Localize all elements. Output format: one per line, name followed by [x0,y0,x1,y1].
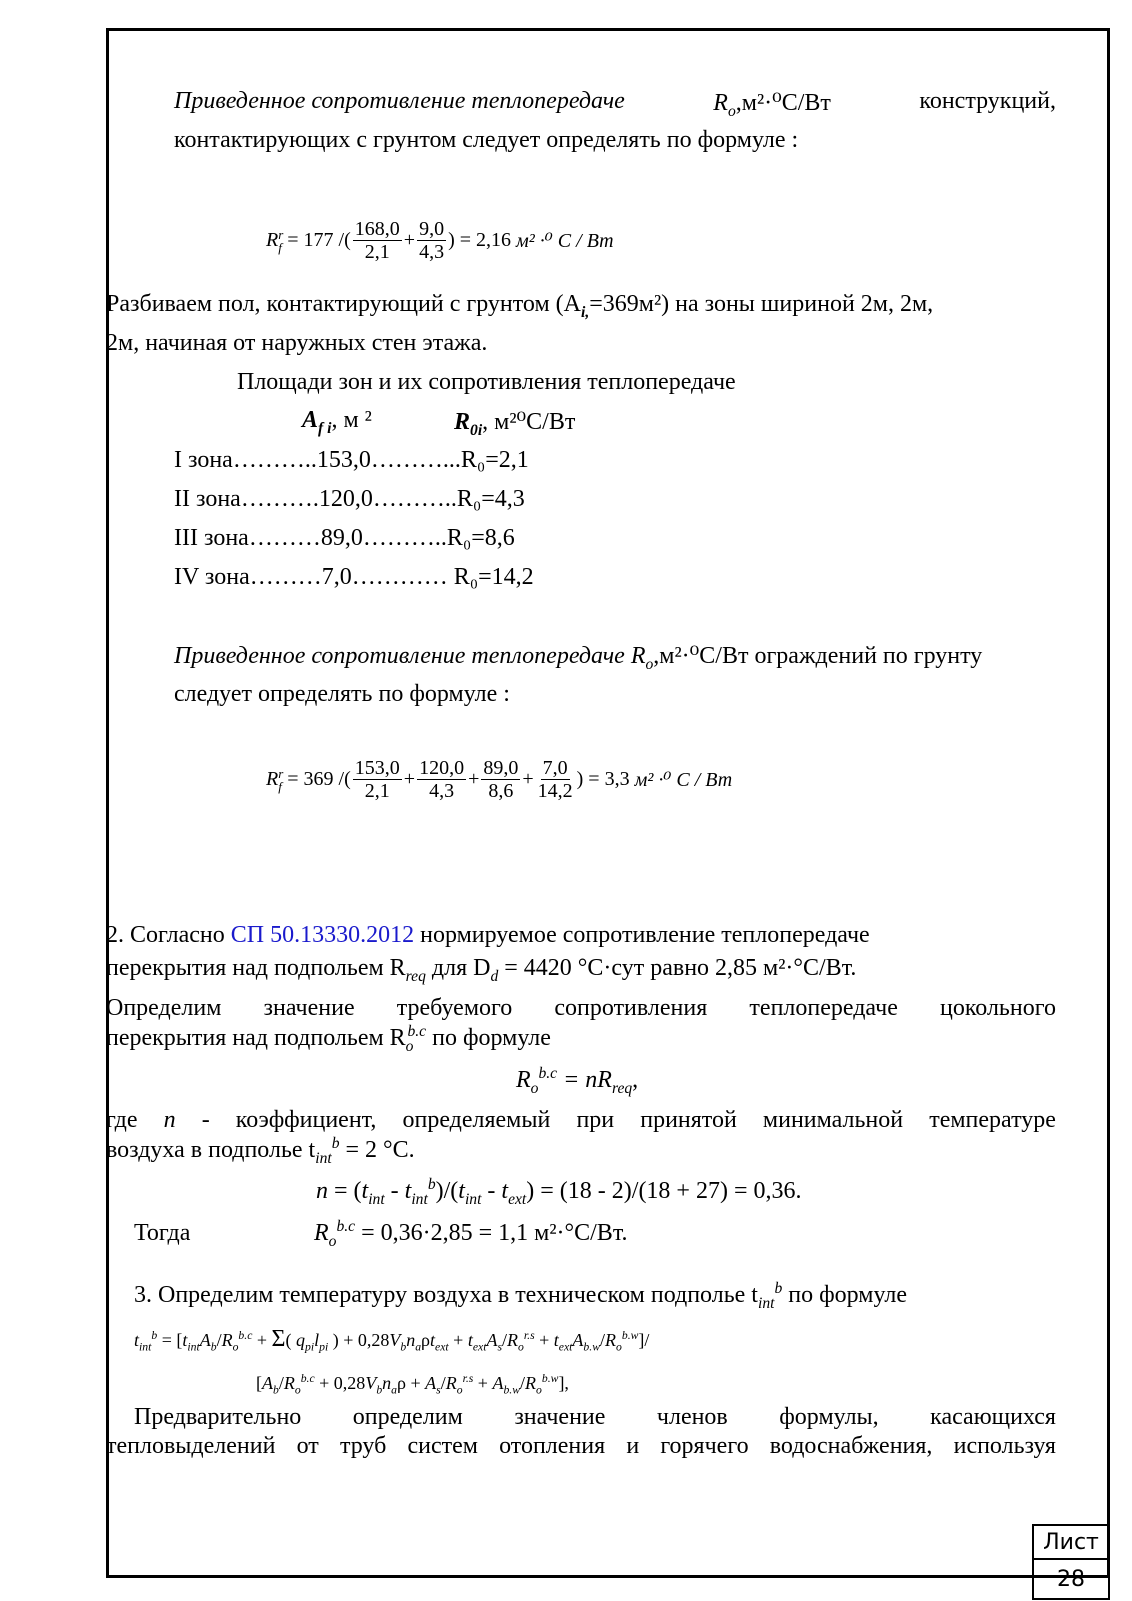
formula1-frac1: $\frac{168,0}{2,1}$ [354,218,400,263]
zones-title: Площади зон и их сопротивления теплопередаче [237,369,736,395]
sheet-number: 28 [1057,1566,1085,1592]
zone-row-3: III зона………89,0………..R₀=8,6 [174,525,515,551]
sheet-label: Лист [1043,1529,1099,1555]
formula2-frac4: $\frac{7,0}{14,2}$ [537,757,573,802]
eq-n: $n = (t_{int} - t_{int}^b)/(t_{int} - t_{ext}) = (18 - 2)/(18 + 27) = 0,36$. [316,1176,802,1208]
sec3-line1: 3. Определим температуру воздуха в техническом подполье $t_{int}^b$ по формуле [134,1280,908,1312]
formula-1: R r f = 177 /( $\frac{168,0}{2,1}$ + $\frac{9,0}{4,3}$ ) = 2,16 м² ·⁰ С / Вт [266,218,614,263]
zones-col1-header: $A_{f i}$, м ² [302,407,372,437]
sec2-line1: 2. Согласно СП 50.13330.2012 нормируемое сопротивление теплопередаче [106,922,870,948]
sec2-line3: Определим значение требуемого сопротивления теплопередаче цокольного [106,995,1056,1021]
para1-tail: конструкций, [919,88,1056,114]
formula1-frac2: $\frac{9,0}{4,3}$ [419,218,445,263]
para1-italic: Приведенное сопротивление теплопередаче [174,88,625,114]
sec3-line3: тепловыделений от труб систем отопления и горячего водоснабжения, используя [106,1433,1056,1459]
sec2-line4: перекрытия над подпольем $R_o^{b.c}$ по формуле [106,1023,551,1055]
para3-line2: следует определять по формуле : [174,681,510,707]
para1-R: $R_o,м^2\cdot^0С/Вт$ [713,90,831,120]
sec2-line2: перекрытия над подпольем $R_{req}$ для $D_d = 4420$ °С·сут равно 2,85 м²·°С/Вт. [106,955,857,985]
para3-line1: Приведенное сопротивление теплопередаче $R_o,м^2\cdot^0С/Вт$ ограждений по грунту [174,643,983,673]
zones-col2-header: $R_{0i}$, м²⁰С/Вт [454,409,576,439]
sp-link[interactable]: СП 50.13330.2012 [230,922,415,948]
sheet-number-box [1032,1558,1110,1600]
para1-line1 [174,88,1056,120]
eq-ro-bc: $R_o^{b.c} = nR_{req}$, [516,1065,639,1097]
eq-ro-result: $R_o^{b.c} = 0,36\cdot 2,85 = 1,1$ м²·°С/Вт. [314,1218,628,1250]
formula2-frac1: $\frac{153,0}{2,1}$ [354,757,400,802]
para2-line1: Разбиваем пол, контактирующий с грунтом $(A_{i,}=369м^2)$ на зоны шириной 2м, 2м, [106,291,934,321]
formula2-frac3: $\frac{89,0}{8,6}$ [483,757,519,802]
para2-line2: 2м, начиная от наружных стен этажа. [106,330,488,356]
sec2-line5: где n - коэффициент, определяемый при принятой минимальной температуре [106,1107,1056,1133]
formula-3-line1: $t_{int}^b = [t_{int}A_b/R_o^{b.c} + \Sigma$( $q_{pi}l_{pi}$ ) + $0,28V_bn_a\rho t_{ext} + t_{ext}A_s/R_o^{r.s} + t_{ext}A_{b.w}/R_o^{b.w}]/$ [134,1326,650,1354]
formula-3-line2: $[A_b/R_o^{b.c} + 0,28V_bn_a\rho + A_s/R_o^{r.s} + A_{b.w}/R_o^{b.w}]$, [256,1372,569,1397]
zone-row-1: I зона………..153,0………...R₀=2,1 [174,447,529,473]
togda-label: Тогда [134,1220,191,1246]
formula-2: R r f = 369 /( $\frac{153,0}{2,1}$ + $\frac{120,0}{4,3}$ + $\frac{89,0}{8,6}$ + $\frac{7,0}{14,2}$ ) = 3,3 м² ·⁰ С / Вт [266,757,733,802]
para1-line2: контактирующих с грунтом следует определять по формуле : [174,127,799,153]
zone-row-4: IV зона………7,0………… R₀=14,2 [174,564,534,590]
sheet-label-box [1032,1524,1110,1558]
sec3-line2: Предварительно определим значение членов формулы, касающихся [134,1404,1056,1430]
zone-row-2: II зона……….120,0………..R₀=4,3 [174,486,525,512]
formula2-frac2: $\frac{120,0}{4,3}$ [419,757,465,802]
sec2-line6: воздуха в подполье $t_{int}^b = 2$ °С. [106,1135,415,1167]
